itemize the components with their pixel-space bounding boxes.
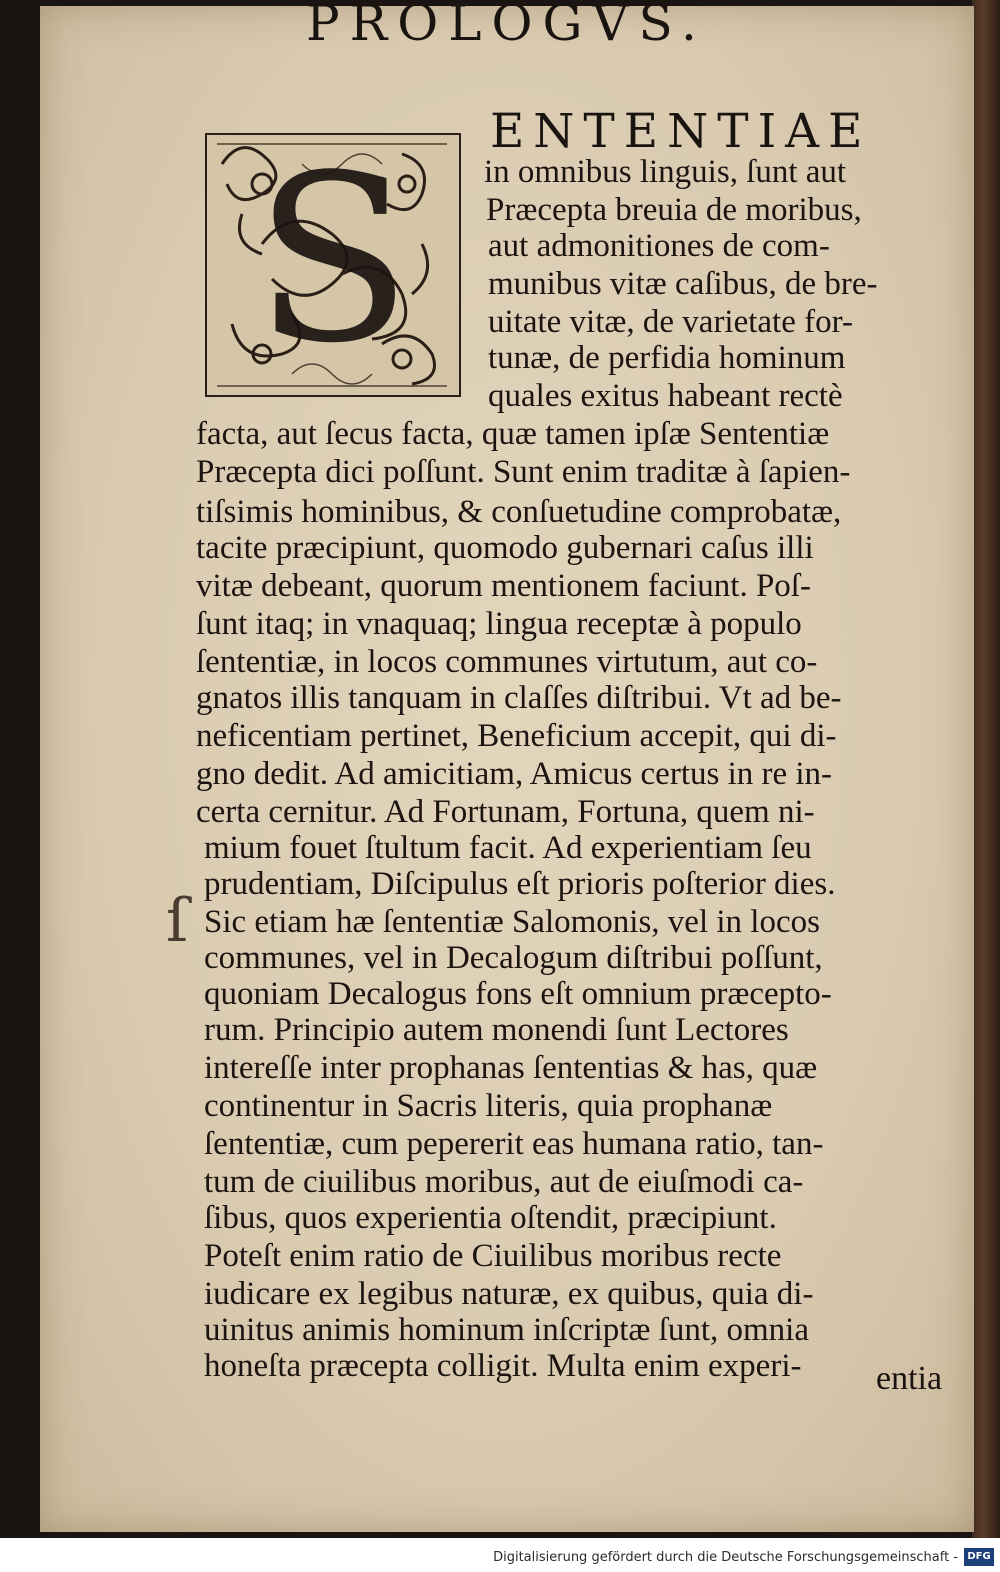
text-line: mium fouet ſtultum facit. Ad experientiam ſeu	[204, 830, 812, 866]
text-line: in omnibus linguis, ſunt aut	[484, 154, 847, 190]
text-line: quoniam Decalogus fons eſt omnium præcepto-	[204, 976, 832, 1012]
text-line: uinitus animis hominum inſcriptæ ſunt, omnia	[204, 1312, 809, 1348]
marginal-s-mark: ſ	[166, 886, 189, 956]
text-line: ſententiæ, cum pepererit eas humana ratio, tan-	[204, 1126, 824, 1162]
text-line: gnatos illis tanquam in claſſes diſtribui. Vt ad be-	[196, 680, 842, 716]
text-line: uitate vitæ, de varietate for-	[488, 304, 853, 340]
text-line: tiſsimis hominibus, & conſuetudine comprobatæ,	[196, 494, 842, 530]
text-line: certa cernitur. Ad Fortunam, Fortuna, quem ni-	[196, 794, 815, 830]
text-line: Poteſt enim ratio de Ciuilibus moribus recte	[204, 1238, 782, 1274]
text-line: Sic etiam hæ ſententiæ Salomonis, vel in locos	[204, 904, 820, 940]
catchword: entia	[876, 1360, 943, 1397]
text-line: tum de ciuilibus moribus, aut de eiuſmodi ca-	[204, 1164, 804, 1200]
text-line: munibus vitæ caſibus, de bre-	[488, 266, 878, 302]
text-line: tacite præcipiunt, quomodo gubernari caſus illi	[196, 530, 814, 566]
text-line: Præcepta dici poſſunt. Sunt enim traditæ à ſapien-	[196, 454, 851, 490]
text-line: rum. Principio autem monendi ſunt Lectores	[204, 1012, 789, 1048]
text-line: iudicare ex legibus naturæ, ex quibus, quia di-	[204, 1276, 814, 1312]
initial-letter-glyph: S	[254, 127, 412, 394]
text-line: quales exitus habeant rectè	[488, 378, 843, 414]
text-line: gno dedit. Ad amicitiam, Amicus certus in re in-	[196, 756, 833, 792]
text-line: vitæ debeant, quorum mentionem faciunt. Poſ-	[196, 568, 811, 604]
text-line: ſibus, quos experientia oſtendit, præcipiunt.	[204, 1200, 777, 1236]
text-line: honeſta præcepta colligit. Multa enim experi-	[204, 1348, 802, 1384]
text-line: communes, vel in Decalogum diſtribui poſſunt,	[204, 940, 823, 976]
text-line: Præcepta breuia de moribus,	[486, 192, 862, 228]
digitization-footer	[0, 1538, 1000, 1572]
dfg-logo: DFG	[964, 1548, 994, 1566]
opening-capitals: ENTENTIAE	[490, 104, 872, 159]
text-line: ſententiæ, in locos communes virtutum, aut co-	[196, 644, 818, 680]
text-line: continentur in Sacris literis, quia prophanæ	[204, 1088, 773, 1124]
footer-credit-text: Digitalisierung gefördert durch die Deutsche Forschungsgemeinschaft -	[493, 1550, 958, 1565]
text-line: prudentiam, Diſcipulus eſt prioris poſterior dies.	[204, 866, 836, 902]
text-line: facta, aut ſecus facta, quæ tamen ipſæ Sententiæ	[196, 416, 830, 452]
text-line: intereſſe inter prophanas ſententias & has, quæ	[204, 1050, 818, 1086]
text-line: tunæ, de perfidia hominum	[488, 340, 846, 376]
running-head: PROLOGVS.	[306, 0, 707, 52]
text-line: aut admonitiones de com-	[488, 228, 830, 264]
text-line: ſunt itaq; in vnaquaq; lingua receptæ à populo	[196, 606, 802, 642]
text-line: neficentiam pertinet, Beneficium accepit, qui di-	[196, 718, 837, 754]
